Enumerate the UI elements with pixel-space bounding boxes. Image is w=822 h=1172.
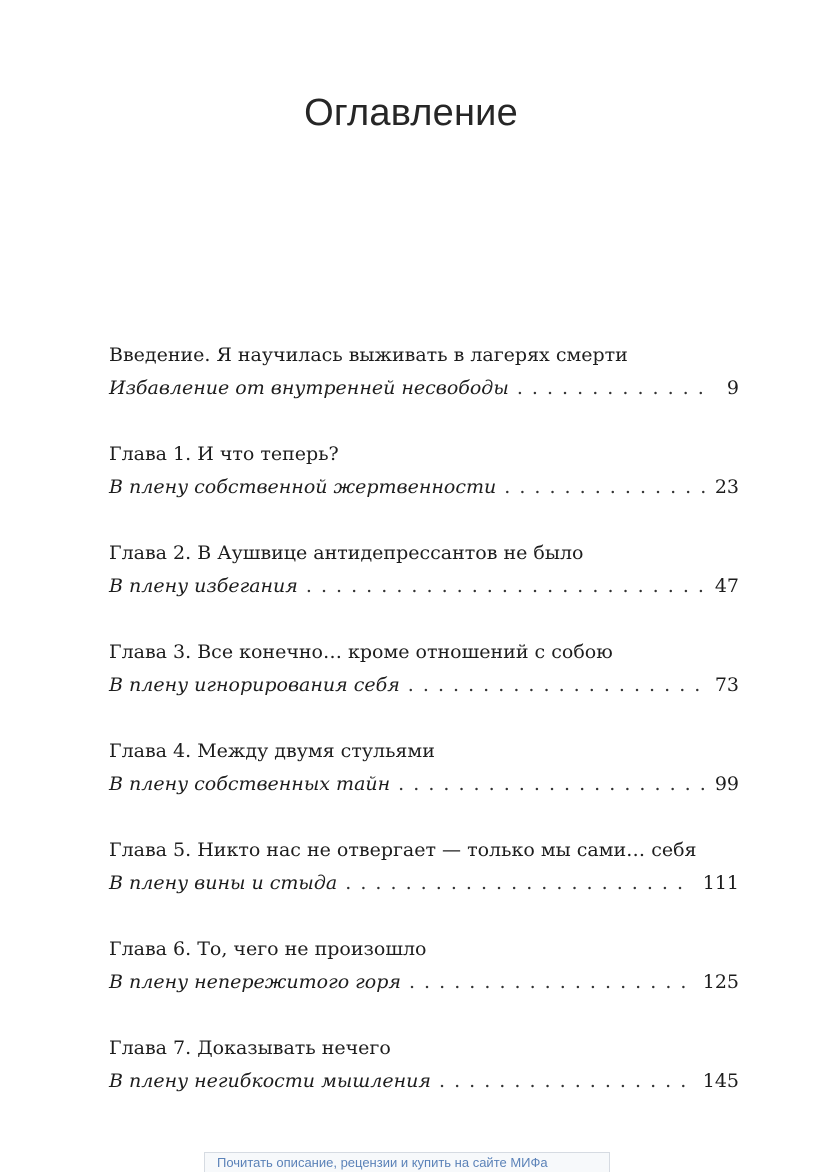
toc-entry-intro [109,340,739,439]
chapter-subtitle: Избавление от внутренней несвободы [109,377,509,399]
chapter-subtitle-row [109,571,739,601]
chapter-subtitle-row [109,868,739,898]
page-number: 73 [714,674,739,696]
chapter-subtitle: В плену вины и стыда [109,872,338,894]
chapter-subtitle-row [109,670,739,700]
chapter-subtitle: В плену собственных тайн [109,773,391,795]
chapter-subtitle-row [109,967,739,997]
toc-entry-chapter-5 [109,835,739,934]
dot-leader [345,868,692,898]
toc-entry-chapter-1 [109,439,739,538]
chapter-subtitle: В плену непережитого горя [109,971,401,993]
chapter-subtitle-row [109,373,739,403]
chapter-subtitle-row [109,1066,739,1096]
dot-leader [398,769,705,799]
toc-entry-chapter-7 [109,1033,739,1132]
table-of-contents [109,340,739,1132]
page-title: Оглавление [304,92,518,134]
chapter-title: Глава 4. Между двумя стульями [109,740,435,762]
dot-leader [409,967,693,997]
page-number: 99 [714,773,739,795]
toc-entry-chapter-6 [109,934,739,1033]
chapter-subtitle: В плену избегания [109,575,298,597]
chapter-title: Глава 1. И что теперь? [109,443,339,465]
chapter-subtitle-row [109,472,739,502]
page-number: 111 [702,872,739,894]
page-number: 47 [714,575,739,597]
chapter-subtitle: В плену негибкости мышления [109,1070,431,1092]
toc-entry-chapter-4 [109,736,739,835]
page-number: 145 [702,1070,739,1092]
buy-book-link[interactable]: Почитать описание, рецензии и купить на сайте МИФа [204,1152,610,1172]
dot-leader [517,373,707,403]
chapter-subtitle: В плену игнорирования себя [109,674,400,696]
chapter-title: Глава 3. Все конечно… кроме отношений с собою [109,641,613,663]
toc-entry-chapter-3 [109,637,739,736]
page-number: 9 [726,377,739,399]
chapter-title: Глава 6. То, чего не произошло [109,938,427,960]
dot-leader [439,1066,693,1096]
chapter-title: Глава 5. Никто нас не отвергает — только мы сами… себя [109,839,697,861]
chapter-title: Глава 7. Доказывать нечего [109,1037,391,1059]
dot-leader [408,670,705,700]
dot-leader [306,571,705,601]
dot-leader [504,472,705,502]
page-number: 23 [714,476,739,498]
chapter-title: Введение. Я научилась выживать в лагерях смерти [109,344,628,366]
chapter-subtitle: В плену собственной жертвенности [109,476,497,498]
toc-entry-chapter-2 [109,538,739,637]
chapter-subtitle-row [109,769,739,799]
page-number: 125 [702,971,739,993]
chapter-title: Глава 2. В Аушвице антидепрессантов не было [109,542,584,564]
